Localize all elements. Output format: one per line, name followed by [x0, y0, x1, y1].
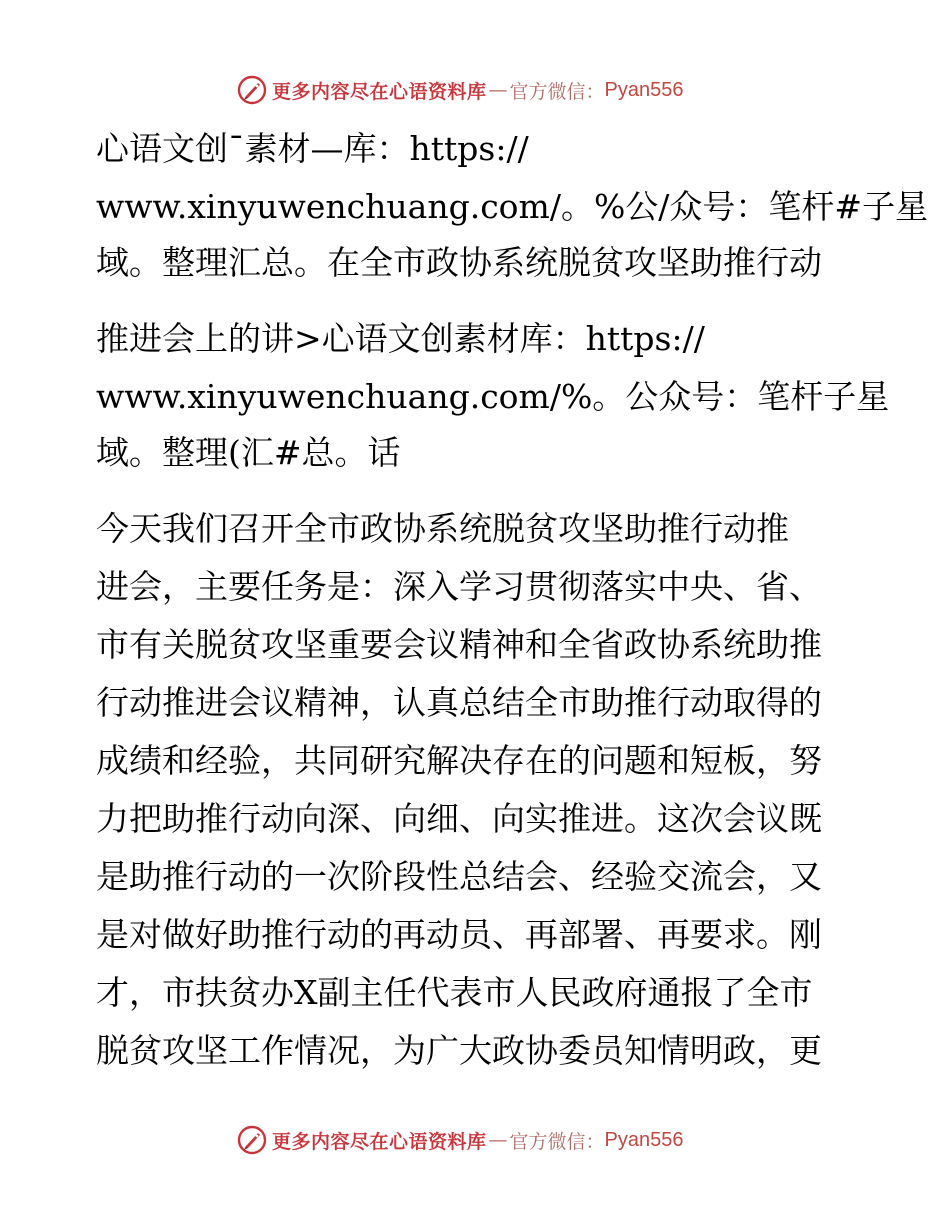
- banner-separator: —: [488, 1129, 508, 1151]
- paragraph-3-line-1: 今天我们召开全市政协系统脱贫攻坚助推行动推: [96, 509, 789, 548]
- paragraph-3-line-5: 成绩和经验，共同研究解决存在的问题和短板，努: [96, 741, 822, 780]
- paragraph-3-line-8: 是对做好助推行动的再动员、再部署、再要求。刚: [96, 915, 822, 954]
- paragraph-1-line-3: 域。整理汇总。在全市政协系统脱贫攻坚助推行动: [96, 243, 822, 282]
- paragraph-3-line-6: 力把助推行动向深、向细、向实推进。这次会议既: [96, 799, 822, 838]
- paragraph-3-line-4: 行动推进会议精神，认真总结全市助推行动取得的: [96, 683, 822, 722]
- banner-main-text: 更多内容尽在心语资料库: [272, 1130, 487, 1153]
- paragraph-2-line-3: 域。整理(汇#总。话: [96, 433, 401, 472]
- banner-main-text: 更多内容尽在心语资料库: [272, 80, 487, 103]
- paragraph-1-line-2: www.xinyuwenchuang.com/。%公/众号：笔杆#子星: [96, 187, 929, 226]
- banner-wechat-id: Pyan556: [604, 1128, 684, 1151]
- paragraph-3-line-2: 进会，主要任务是：深入学习贯彻落实中央、省、: [96, 567, 822, 606]
- footer-banner: [236, 1122, 716, 1158]
- paragraph-2-line-1: 推进会上的讲>心语文创素材库：https://: [96, 319, 705, 358]
- banner-wechat-id: Pyan556: [604, 78, 684, 101]
- paragraph-3-line-9: 才，市扶贫办X副主任代表市人民政府通报了全市: [96, 973, 813, 1012]
- paragraph-3-line-3: 市有关脱贫攻坚重要会议精神和全省政协系统助推: [96, 625, 822, 664]
- banner-wechat-label: 官方微信：: [509, 80, 605, 103]
- paragraph-2-line-2: www.xinyuwenchuang.com/%。公众号：笔杆子星: [96, 377, 890, 416]
- banner-wechat-label: 官方微信：: [509, 1130, 605, 1153]
- paragraph-3-line-7: 是助推行动的一次阶段性总结会、经验交流会，又: [96, 857, 822, 896]
- paragraph-1-line-1: 心语文创¯素材—库：https://: [96, 129, 529, 168]
- paragraph-3-line-10: 脱贫攻坚工作情况，为广大政协委员知情明政，更: [96, 1031, 822, 1070]
- banner-separator: —: [488, 79, 508, 101]
- pen-nib-logo-icon: [236, 74, 268, 106]
- pen-nib-logo-icon: [236, 1124, 268, 1156]
- header-banner: [236, 72, 716, 108]
